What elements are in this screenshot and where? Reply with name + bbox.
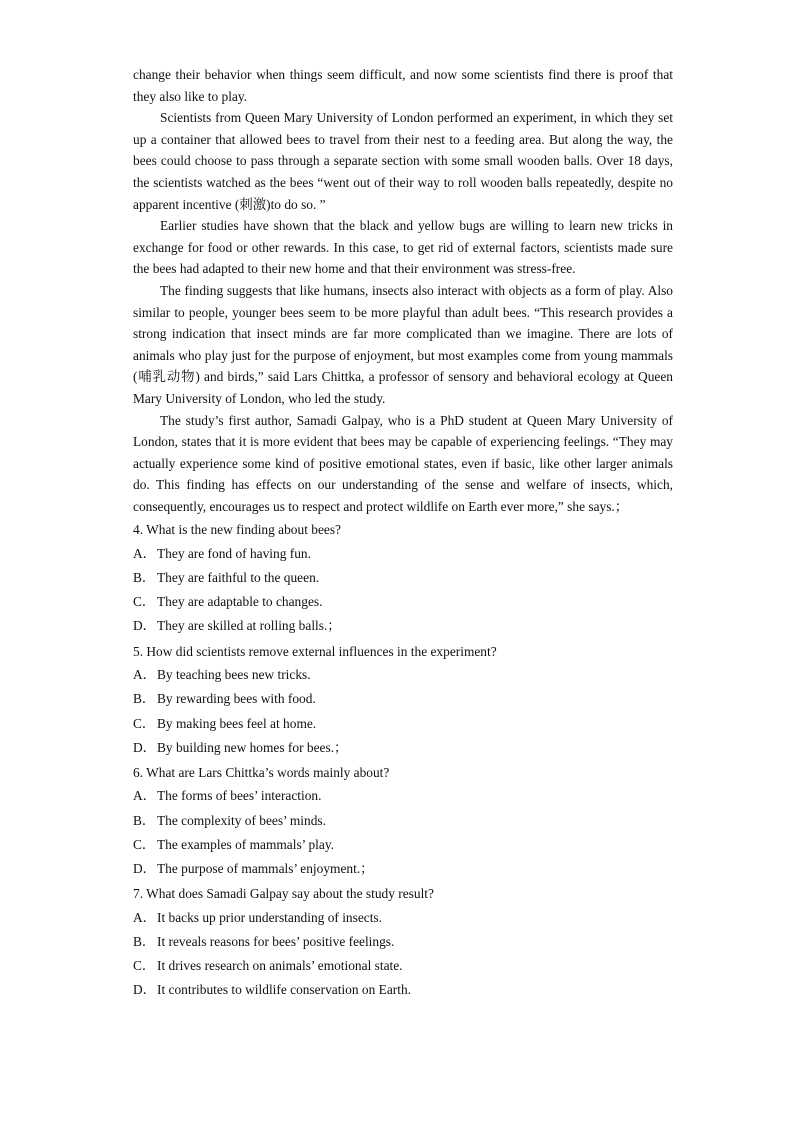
option-a — [133, 784, 673, 808]
option-letter: A． — [133, 788, 157, 804]
option-b — [133, 566, 673, 590]
reading-passage — [133, 64, 673, 517]
question-stem: 6. What are Lars Chittka’s words mainly about? — [133, 764, 390, 780]
option-d — [133, 736, 673, 760]
passage-paragraph: The study’s first author, Samadi Galpay, who is a PhD student at Queen Mary University of London, states that it is more evident that bees may be capable of experiencing feelings. “They may actually experience some kind of positive emotional states, even if basic, like other larger animals do. This finding has effects on our understanding of the sense and welfare of insects, which, consequently, encourages us to respect and protect wildlife on Earth ever more,” she says.； — [133, 412, 673, 514]
option-b — [133, 687, 673, 711]
option-c — [133, 833, 673, 857]
option-text: They are skilled at rolling balls.； — [157, 618, 341, 634]
option-text: The purpose of mammals’ enjoyment.； — [157, 860, 374, 876]
question-4 — [133, 518, 673, 638]
option-b — [133, 809, 673, 833]
option-letter: B． — [133, 570, 156, 586]
option-text: It reveals reasons for bees’ positive feelings. — [157, 933, 395, 949]
option-a — [133, 906, 673, 930]
option-text: The examples of mammals’ play. — [157, 836, 334, 852]
option-text: They are fond of having fun. — [157, 545, 311, 561]
option-c — [133, 954, 673, 978]
passage-paragraph: Scientists from Queen Mary University of London performed an experiment, in which they set up a container that allowed bees to travel from their nest to a feeding area. But along the way, the bees could choose to pass through a separate section with some small wooden balls. Over 18 days, the scientists watched as the bees “went out of their way to roll wooden balls repeatedly, despite no apparent incentive (刺激)to do so. ” — [133, 110, 673, 212]
option-b — [133, 930, 673, 954]
passage-paragraph: Earlier studies have shown that the black and yellow bugs are willing to learn new tricks in exchange for food or other rewards. In this case, to get rid of external factors, scientists made sure the bees had adapted to their new home and that their environment was stress-free. — [133, 218, 673, 277]
document-page — [133, 64, 673, 1002]
option-text: It backs up prior understanding of insects. — [157, 909, 382, 925]
option-list — [133, 784, 673, 881]
option-letter: A． — [133, 667, 157, 683]
option-letter: C． — [133, 957, 156, 973]
option-letter: C． — [133, 594, 156, 610]
option-text: By building new homes for bees.； — [157, 739, 348, 755]
option-text: By making bees feel at home. — [157, 715, 317, 731]
option-text: They are faithful to the queen. — [157, 570, 320, 586]
option-c — [133, 590, 673, 614]
option-a — [133, 542, 673, 566]
option-text: They are adaptable to changes. — [157, 594, 323, 610]
passage-paragraph: change their behavior when things seem difficult, and now some scientists find there is proof that they also like to play. — [133, 67, 673, 104]
question-5 — [133, 640, 673, 760]
option-letter: B． — [133, 933, 156, 949]
option-letter: C． — [133, 836, 156, 852]
option-text: The forms of bees’ interaction. — [157, 788, 322, 804]
option-letter: C． — [133, 715, 156, 731]
question-stem: 5. How did scientists remove external influences in the experiment? — [133, 643, 497, 659]
option-letter: A． — [133, 909, 157, 925]
option-letter: D． — [133, 739, 157, 755]
option-text: The complexity of bees’ minds. — [157, 812, 326, 828]
option-text: It contributes to wildlife conservation on Earth. — [157, 982, 411, 998]
option-a — [133, 663, 673, 687]
option-d — [133, 614, 673, 638]
question-stem: 4. What is the new finding about bees? — [133, 522, 341, 538]
option-d — [133, 978, 673, 1002]
option-text: By teaching bees new tricks. — [157, 667, 311, 683]
option-d — [133, 857, 673, 881]
passage-paragraph: The finding suggests that like humans, insects also interact with objects as a form of play. Also similar to people, younger bees seem to be more playful than adult bees. “This research provides a strong indication that insect minds are far more complicated than we imagine. There are lots of animals who play just for the purpose of enjoyment, but most examples come from young mammals (哺乳动物) and birds,” said Lars Chittka, a professor of sensory and behavioral ecology at Queen Mary University of London, who led the study. — [133, 282, 673, 406]
option-list — [133, 906, 673, 1003]
option-list — [133, 542, 673, 639]
option-c — [133, 712, 673, 736]
question-7 — [133, 882, 673, 1002]
option-letter: D． — [133, 618, 157, 634]
option-letter: D． — [133, 982, 157, 998]
option-letter: D． — [133, 860, 157, 876]
option-letter: B． — [133, 691, 156, 707]
option-text: By rewarding bees with food. — [157, 691, 316, 707]
option-text: It drives research on animals’ emotional state. — [157, 957, 403, 973]
option-letter: B． — [133, 812, 156, 828]
question-6 — [133, 761, 673, 881]
option-list — [133, 663, 673, 760]
question-stem: 7. What does Samadi Galpay say about the study result? — [133, 886, 434, 902]
option-letter: A． — [133, 545, 157, 561]
